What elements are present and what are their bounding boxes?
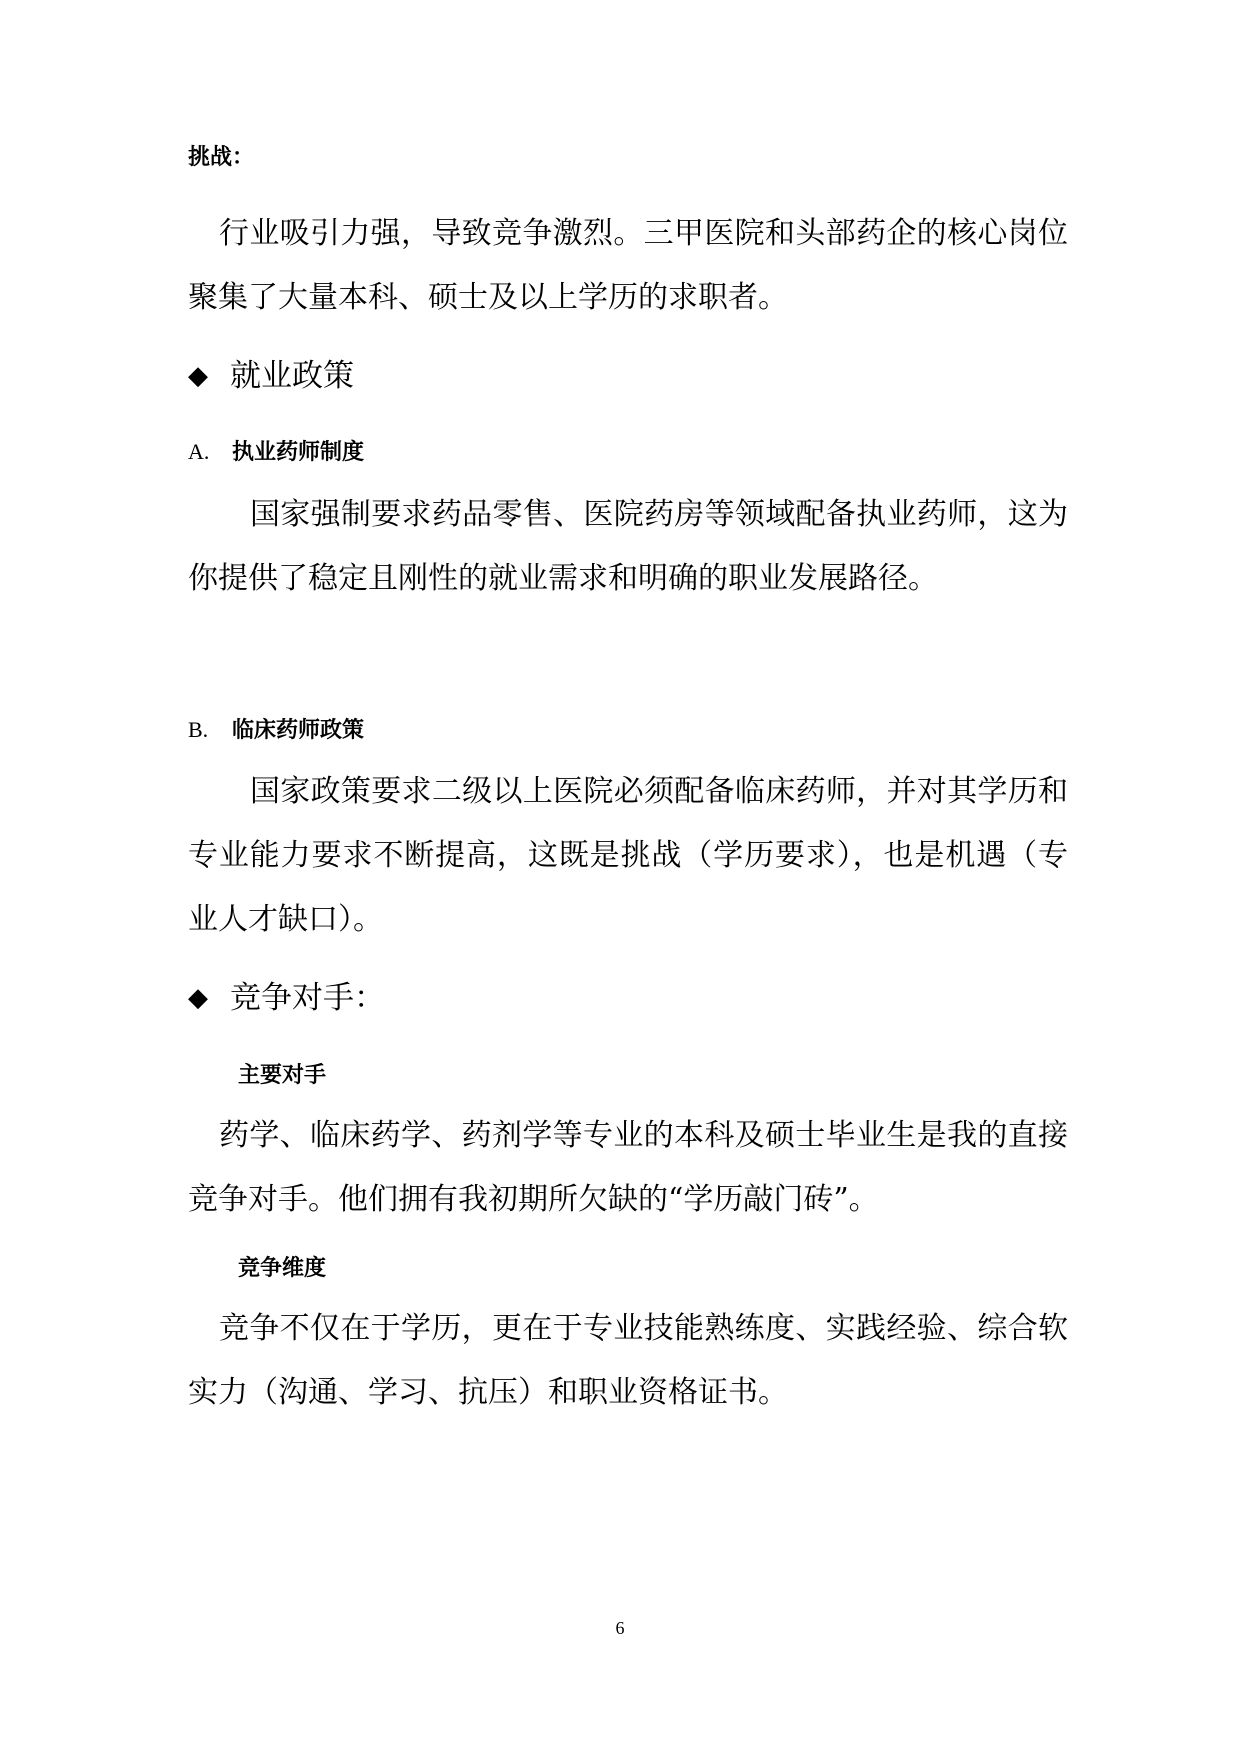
competitor-heading [188, 978, 1068, 1018]
dimensions-paragraph: 竞争不仅在于学历，更在于专业技能熟练度、实践经验、综合软实力（沟通、学习、抗压）和职业资格证书。 [188, 1311, 1068, 1410]
diamond-bullet-icon: ◆ [188, 983, 208, 1013]
challenge-label: 挑战： [188, 144, 255, 170]
policy-heading-title: 就业政策 [230, 358, 354, 394]
diamond-bullet-icon: ◆ [188, 361, 208, 391]
policy-heading [188, 356, 1068, 396]
policy-a-letter: A. [188, 439, 210, 464]
policy-b-label [188, 715, 1068, 745]
policy-a-paragraph: 国家强制要求药品零售、医院药房等领域配备执业药师，这为你提供了稳定且刚性的就业需求和明确的职业发展路径。 [188, 497, 1068, 596]
policy-b-title: 临床药师政策 [232, 717, 365, 743]
challenge-paragraph: 行业吸引力强，导致竞争激烈。三甲医院和头部药企的核心岗位聚集了大量本科、硕士及以上学历的求职者。 [188, 216, 1068, 315]
policy-a-title: 执业药师制度 [232, 439, 365, 465]
policy-b-paragraph: 国家政策要求二级以上医院必须配备临床药师，并对其学历和专业能力要求不断提高，这既是挑战（学历要求），也是机遇（专业人才缺口）。 [188, 774, 1068, 937]
page-number: 6 [615, 1618, 625, 1638]
main-rivals-label: 主要对手 [238, 1062, 327, 1088]
main-rivals-paragraph: 药学、临床药学、药剂学等专业的本科及硕士毕业生是我的直接竞争对手。他们拥有我初期所欠缺的“学历敲门砖”。 [188, 1118, 1068, 1217]
competitor-heading-title: 竞争对手： [230, 980, 385, 1016]
policy-a-label [188, 437, 1068, 467]
policy-b-letter: B. [188, 717, 209, 742]
dimensions-label: 竞争维度 [238, 1255, 327, 1281]
